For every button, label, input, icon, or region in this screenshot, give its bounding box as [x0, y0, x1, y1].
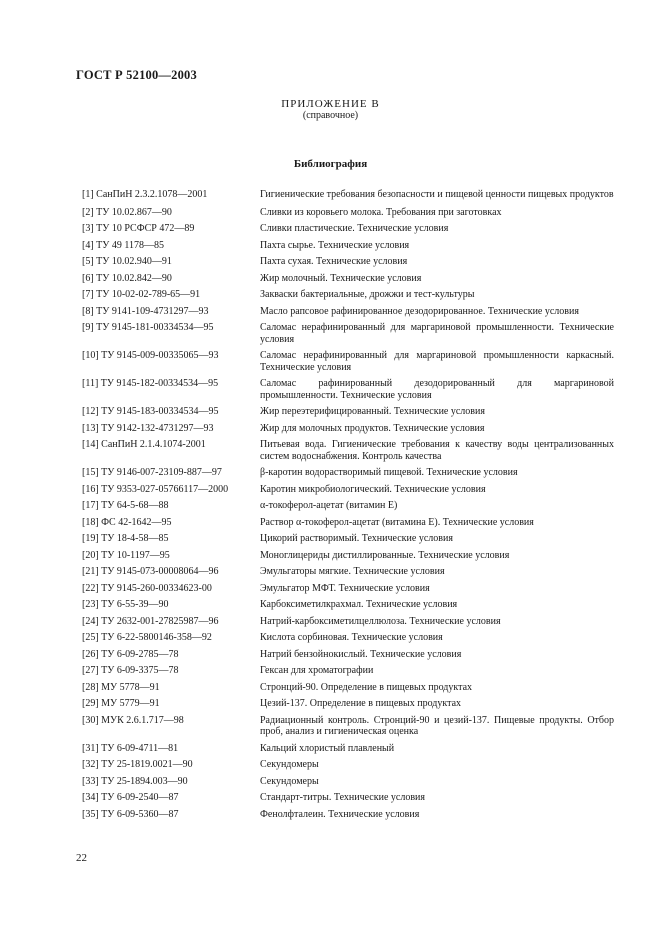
bibliography-entry — [82, 715, 614, 738]
entry-reference: [19] ТУ 18-4-58—85 — [82, 533, 169, 544]
entry-reference: [8] ТУ 9141-109-4731297—93 — [82, 305, 209, 317]
entry-description: Жир для молочных продуктов. Технические условия — [260, 422, 485, 434]
bibliography-entry — [82, 500, 614, 512]
entry-reference: [23] ТУ 6-55-39—90 — [82, 599, 169, 610]
entry-description: Пахта сырье. Технические условия — [260, 239, 410, 251]
bibliography-list — [82, 184, 614, 820]
bibliography-entry — [82, 743, 614, 755]
entry-description: Натрий бензойнокислый. Технические условия — [260, 648, 462, 660]
bibliography-entry — [82, 550, 614, 562]
entry-description: Натрий-карбоксиметилцеллюлоза. Технические условия — [260, 615, 501, 627]
bibliography-entry — [82, 682, 614, 694]
bibliography-entry — [82, 533, 614, 545]
entry-description: Моноглицериды дистиллированные. Технические условия — [260, 549, 510, 561]
entry-description: Саломас рафинированный дезодорированный для маргариновой промышленности. Технические условия — [260, 378, 614, 401]
entry-reference: [14] СанПиН 2.1.4.1074-2001 — [82, 439, 206, 450]
entry-description: Раствор α-токоферол-ацетат (витамина Е). Технические условия — [260, 516, 534, 528]
entry-description: Карбоксиметилкрахмал. Технические условия — [260, 599, 458, 610]
entry-reference: [15] ТУ 9146-007-23109-887—97 — [82, 467, 222, 478]
entry-description: Секундомеры — [260, 759, 319, 770]
entry-reference: [29] МУ 5779—91 — [82, 698, 160, 709]
bibliography-entry — [82, 289, 614, 301]
entry-reference: [16] ТУ 9353-027-05766117—2000 — [82, 483, 229, 495]
entry-reference: [25] ТУ 6-22-5800146-358—92 — [82, 632, 212, 643]
bibliography-entry — [82, 776, 614, 788]
bibliography-entry — [82, 207, 614, 219]
bibliography-entry — [82, 632, 614, 644]
entry-reference: [21] ТУ 9145-073-00008064—96 — [82, 566, 219, 577]
bibliography-entry — [82, 256, 614, 268]
bibliography-entry — [82, 423, 614, 435]
entry-description: Жир молочный. Технические условия — [260, 272, 422, 284]
entry-description: Эмульгаторы мягкие. Технические условия — [260, 566, 445, 577]
entry-description: Гексан для хроматографии — [260, 665, 374, 676]
entry-description: Саломас нерафинированный для маргариновой промышленности. Технические условия — [260, 322, 614, 345]
entry-reference: [20] ТУ 10-1197—95 — [82, 549, 170, 561]
entry-description: Гигиенические требования безопасности и пищевой ценности пищевых продуктов — [260, 189, 614, 200]
entry-reference: [28] МУ 5778—91 — [82, 681, 160, 693]
entry-description: Жир переэтерифицированный. Технические условия — [260, 406, 485, 417]
entry-reference: [17] ТУ 64-5-68—88 — [82, 500, 169, 511]
entry-reference: [11] ТУ 9145-182-00334534—95 — [82, 378, 219, 389]
entry-reference: [22] ТУ 9145-260-00334623-00 — [82, 582, 212, 594]
bibliography-entry — [82, 698, 614, 710]
bibliography-entry — [82, 350, 614, 373]
entry-description: β-каротин водорастворимый пищевой. Технические условия — [260, 467, 518, 478]
bibliography-entry — [82, 792, 614, 804]
bibliography-entry — [82, 406, 614, 418]
entry-reference: [32] ТУ 25-1819.0021—90 — [82, 759, 193, 770]
entry-reference: [31] ТУ 6-09-4711—81 — [82, 742, 179, 754]
entry-reference: [1] СанПиН 2.3.2.1078—2001 — [82, 189, 208, 200]
entry-description: Сливки из коровьего молока. Требования при заготовках — [260, 206, 502, 218]
entry-description: Масло рапсовое рафинированное дезодорированное. Технические условия — [260, 305, 579, 317]
entry-reference: [24] ТУ 2632-001-27825987—96 — [82, 615, 219, 627]
entry-description: Питьевая вода. Гигиенические требования к качеству воды централизованных систем водоснабжения. Контроль качества — [260, 439, 614, 462]
entry-description: Кальций хлористый плавленый — [260, 742, 395, 754]
bibliography-entry — [82, 439, 614, 462]
bibliography-entry — [82, 759, 614, 771]
entry-reference: [33] ТУ 25-1894.003—90 — [82, 775, 188, 787]
entry-description: Пахта сухая. Технические условия — [260, 256, 408, 267]
entry-description: Цикорий растворимый. Технические условия — [260, 533, 453, 544]
entry-description: Стронций-90. Определение в пищевых продуктах — [260, 681, 473, 693]
entry-reference: [27] ТУ 6-09-3375—78 — [82, 665, 179, 676]
bibliography-entry — [82, 809, 614, 821]
entry-reference: [6] ТУ 10.02.842—90 — [82, 272, 172, 284]
bibliography-entry — [82, 484, 614, 496]
entry-reference: [7] ТУ 10-02-02-789-65—91 — [82, 289, 201, 300]
entry-description: Цезий-137. Определение в пищевых продуктах — [260, 698, 462, 709]
entry-reference: [18] ФС 42-1642—95 — [82, 516, 172, 528]
entry-reference: [26] ТУ 6-09-2785—78 — [82, 648, 179, 660]
entry-description: Фенолфталеин. Технические условия — [260, 808, 420, 820]
entry-reference: [12] ТУ 9145-183-00334534—95 — [82, 406, 219, 417]
bibliography-entry — [82, 665, 614, 677]
entry-description: Стандарт-титры. Технические условия — [260, 792, 425, 803]
entry-description: Сливки пластические. Технические условия — [260, 223, 449, 234]
entry-reference: [9] ТУ 9145-181-00334534—95 — [82, 322, 214, 333]
bibliography-entry — [82, 599, 614, 611]
bibliography-title: Библиография — [293, 158, 368, 170]
entry-description: Саломас нерафинированный для маргариновой промышленности каркасный. Технические условия — [260, 350, 614, 373]
bibliography-entry — [82, 273, 614, 285]
bibliography-entry — [82, 322, 614, 345]
entry-reference: [13] ТУ 9142-132-4731297—93 — [82, 422, 214, 434]
entry-description: Эмульгатор МФТ. Технические условия — [260, 582, 430, 594]
entry-reference: [5] ТУ 10.02.940—91 — [82, 256, 172, 267]
standard-designation: ГОСТ Р 52100—2003 — [76, 68, 197, 82]
bibliography-entry — [82, 378, 614, 401]
bibliography-entry — [82, 583, 614, 595]
entry-description: Радиационный контроль. Стронций-90 и цезий-137. Пищевые продукты. Отбор проб, анализ и гигиеническая оценка — [260, 714, 614, 737]
bibliography-entry — [82, 223, 614, 235]
bibliography-entry — [82, 517, 614, 529]
bibliography-entry — [82, 240, 614, 252]
entry-reference: [2] ТУ 10.02.867—90 — [82, 206, 172, 218]
bibliography-entry — [82, 616, 614, 628]
bibliography-entry — [82, 189, 614, 201]
entry-description: Каротин микробиологический. Технические условия — [260, 483, 486, 495]
entry-description: Секундомеры — [260, 775, 319, 787]
entry-reference: [10] ТУ 9145-009-00335065—93 — [82, 350, 219, 361]
entry-description: Закваски бактериальные, дрожжи и тест-культуры — [260, 289, 475, 300]
entry-reference: [35] ТУ 6-09-5360—87 — [82, 808, 179, 820]
entry-description: Кислота сорбиновая. Технические условия — [260, 632, 443, 643]
entry-reference: [30] МУК 2.6.1.717—98 — [82, 714, 184, 726]
entry-description: α-токоферол-ацетат (витамин Е) — [260, 500, 398, 511]
appendix-subtitle: (справочное) — [302, 110, 359, 121]
bibliography-entry — [82, 306, 614, 318]
appendix-title: ПРИЛОЖЕНИЕ В — [281, 98, 380, 110]
bibliography-entry — [82, 566, 614, 578]
page-number: 22 — [76, 852, 87, 864]
entry-reference: [3] ТУ 10 РСФСР 472—89 — [82, 223, 195, 234]
entry-reference: [34] ТУ 6-09-2540—87 — [82, 792, 179, 803]
entry-reference: [4] ТУ 49 1178—85 — [82, 239, 164, 251]
bibliography-entry — [82, 467, 614, 479]
bibliography-entry — [82, 649, 614, 661]
